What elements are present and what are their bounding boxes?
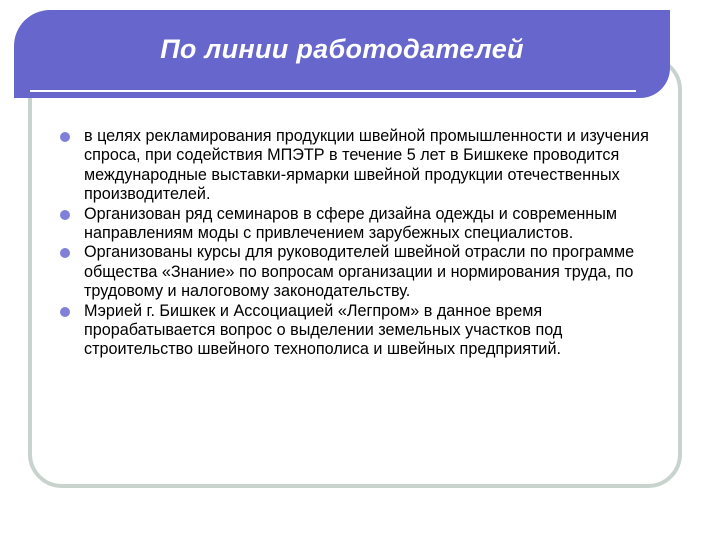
bullet-item — [60, 205, 668, 244]
bullet-dot-icon — [60, 132, 70, 142]
bullet-text: в целях рекламирования продукции швейной промышленности и изучения спроса, при содействия МПЭТР в течение 5 лет в Бишкеке проводится международные выставки-ярмарки швейной продукции отечественных производителей. — [84, 127, 649, 204]
bullet-item — [60, 243, 668, 301]
bullet-text: Мэрией г. Бишкек и Ассоциацией «Легпром» в данное время прорабатывается вопрос о выделении земельных участков под строительство швейного технополиса и швейных предприятий. — [84, 301, 563, 359]
bullet-dot-icon — [60, 210, 70, 220]
bullet-text: Организованы курсы для руководителей швейной отрасли по программе общества «Знание» по вопросам организации и нормирования труда, по трудовому и налоговому законодательству. — [84, 243, 635, 301]
title-bar — [14, 10, 670, 98]
slide-title: По линии работодателей — [160, 34, 524, 64]
title-underline — [30, 90, 636, 92]
bullet-text: Организован ряд семинаров в сфере дизайна одежды и современным направлениям моды с привлечением зарубежных специалистов. — [84, 204, 617, 243]
bullet-dot-icon — [60, 307, 70, 317]
bullet-item — [60, 127, 668, 205]
bullet-list — [60, 127, 668, 360]
bullet-item — [60, 302, 668, 360]
bullet-dot-icon — [60, 248, 70, 258]
